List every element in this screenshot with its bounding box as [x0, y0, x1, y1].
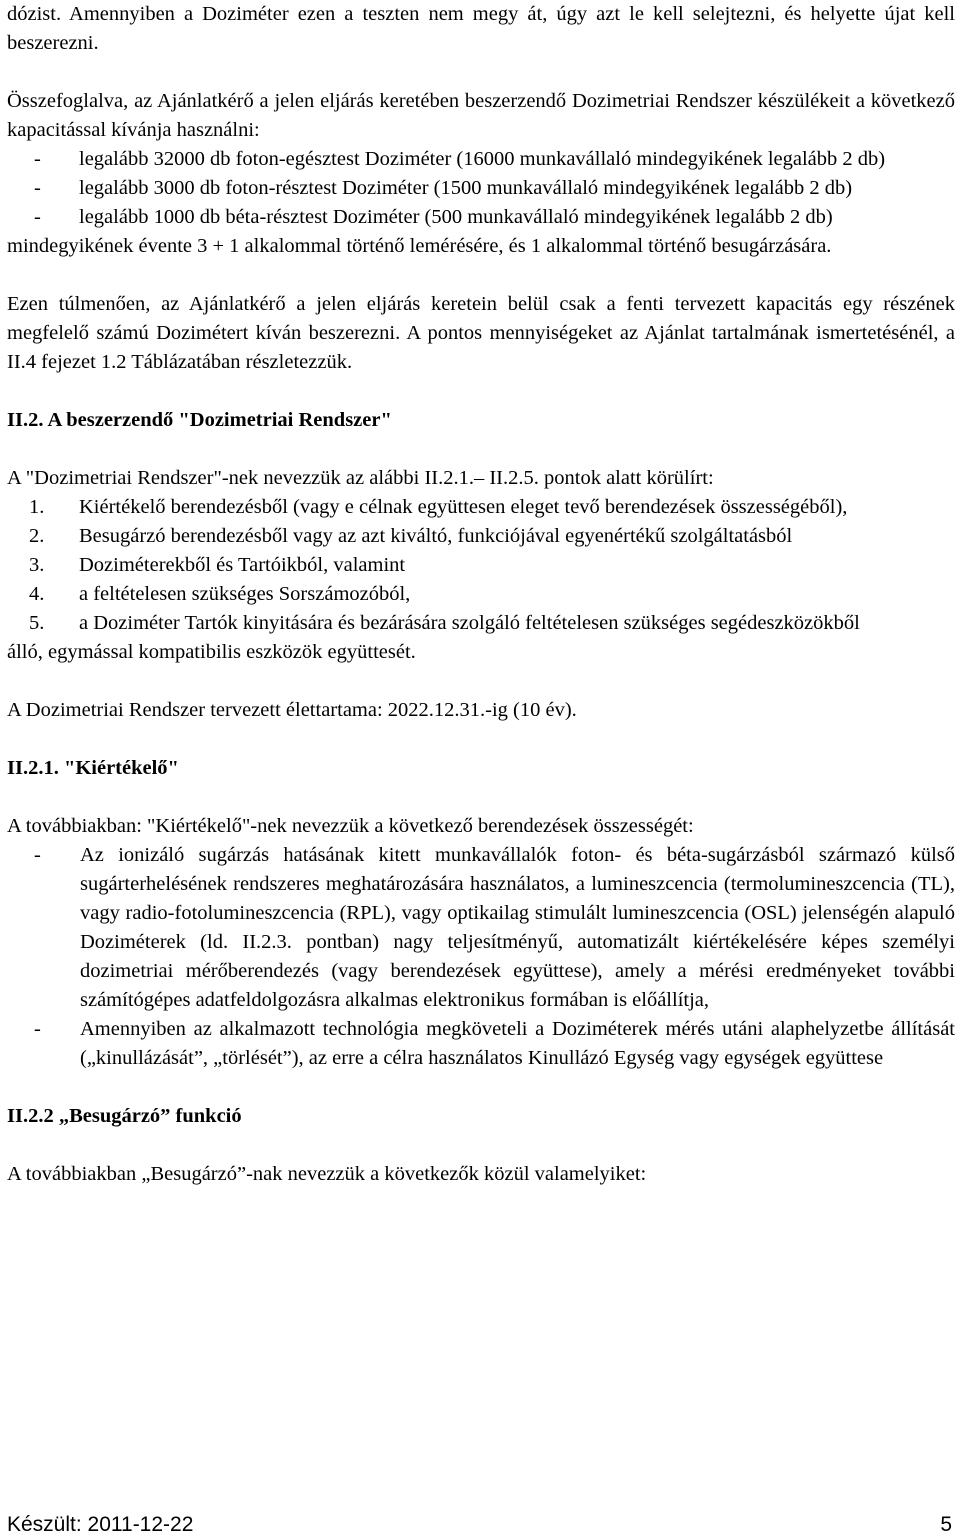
- list-item: [7, 841, 955, 1015]
- list-item-text: legalább 3000 db foton-résztest Doziméter (1500 munkavállaló mindegyikének legalább 2 db): [79, 177, 853, 199]
- system-outro-paragraph: álló, egymással kompatibilis eszközök együttesét.: [7, 641, 416, 663]
- summary-intro-paragraph: Összefoglalva, az Ajánlatkérő a jelen eljárás keretében beszerzendő Dozimetriai Rendszer készülékeit a következő kapacitással kívánja használni:: [7, 90, 955, 141]
- list-marker: -: [34, 148, 41, 170]
- list-item-text: legalább 1000 db béta-résztest Doziméter (500 munkavállaló mindegyikének legalább 2 db): [79, 206, 833, 228]
- footer-page-number: 5: [940, 1513, 952, 1536]
- list-item-text: a feltételesen szükséges Sorszámozóból,: [79, 583, 411, 605]
- intro-tail-paragraph: dózist. Amennyiben a Doziméter ezen a teszten nem megy át, úgy azt le kell selejtezni, és helyette újat kell beszerezni.: [7, 3, 955, 54]
- irradiator-intro-paragraph: A továbbiakban „Besugárzó”-nak nevezzük a következők közül valamelyiket:: [7, 1163, 647, 1185]
- system-intro-paragraph: A "Dozimetriai Rendszer"-nek nevezzük az alábbi II.2.1.– II.2.5. pontok alatt körülírt:: [7, 467, 714, 489]
- list-item: [7, 522, 955, 551]
- list-item: [7, 145, 955, 174]
- list-marker: 3.: [29, 554, 45, 576]
- list-marker: 5.: [29, 612, 45, 634]
- list-item: [7, 203, 955, 232]
- list-item-text: Besugárzó berendezésből vagy az azt kiváltó, funkciójával egyenértékű szolgáltatásból: [79, 525, 793, 547]
- system-components-list: [7, 493, 955, 638]
- list-marker: 1.: [29, 496, 45, 518]
- capacity-list: [7, 145, 955, 232]
- summary-outro-paragraph: mindegyikének évente 3 + 1 alkalommal történő lemérésére, és 1 alkalommal történő besugárzására.: [7, 235, 832, 257]
- list-marker: -: [34, 1018, 41, 1040]
- document-page: [7, 0, 955, 1189]
- list-item-text: legalább 32000 db foton-egésztest Doziméter (16000 munkavállaló mindegyikének legalább 2 db): [79, 148, 886, 170]
- list-item-text: Az ionizáló sugárzás hatásának kitett munkavállalók foton- és béta-sugárzásból származó külső sugárterhelésének rendszeres meghatározására használatos, a lumineszcencia (termolumineszcencia (TL), vagy radio-fotolumineszcencia (RPL), vagy optikailag stimulált lumineszcencia (OSL) jelenségén alapuló Doziméterek (ld. II.2.3. pontban) nagy teljesítményű, automatizált kiértékelésére képes személyi dozimetriai mérőberendezés (vagy berendezések együttese), amely a mérési eredményeket további számítógépes adatfeldolgozásra alkalmas elektronikus formában is előállítja,: [80, 844, 955, 1011]
- footer-created-date: Készült: 2011-12-22: [7, 1513, 194, 1536]
- section-heading-II21: II.2.1. "Kiértékelő": [7, 757, 179, 779]
- list-item: [7, 551, 955, 580]
- list-marker: -: [34, 844, 41, 866]
- list-marker: 4.: [29, 583, 45, 605]
- list-item-text: Amennyiben az alkalmazott technológia megköveteli a Doziméterek mérés utáni alaphelyzetbe állítását („kinullázását”, „törlését”), az erre a célra használatos Kinullázó Egység vagy egységek együttese: [80, 1018, 955, 1069]
- evaluator-list: [7, 841, 955, 1073]
- list-marker: -: [34, 177, 41, 199]
- list-item-text: a Doziméter Tartók kinyitására és bezárására szolgáló feltételesen szükséges segédeszközökből: [79, 612, 860, 634]
- lifetime-paragraph: A Dozimetriai Rendszer tervezett élettartama: 2022.12.31.-ig (10 év).: [7, 699, 577, 721]
- list-item: [7, 609, 955, 638]
- list-marker: -: [34, 206, 41, 228]
- list-item: [7, 1015, 955, 1073]
- list-marker: 2.: [29, 525, 45, 547]
- list-item: [7, 174, 955, 203]
- list-item: [7, 580, 955, 609]
- evaluator-intro-paragraph: A továbbiakban: "Kiértékelő"-nek nevezzük a következő berendezések összességét:: [7, 815, 694, 837]
- list-item-text: Doziméterekből és Tartóikból, valamint: [79, 554, 406, 576]
- section-heading-II2: II.2. A beszerzendő "Dozimetriai Rendszer": [7, 409, 392, 431]
- beyond-paragraph: Ezen túlmenően, az Ajánlatkérő a jelen eljárás keretein belül csak a fenti tervezett kapacitás egy részének megfelelő számú Dozimétert kíván beszerezni. A pontos mennyiségeket az Ajánlat tartalmának ismertetésénél, a II.4 fejezet 1.2 Táblázatában részletezzük.: [7, 293, 955, 373]
- list-item-text: Kiértékelő berendezésből (vagy e célnak együttesen eleget tevő berendezések összességéből),: [79, 496, 848, 518]
- section-heading-II22: II.2.2 „Besugárzó” funkció: [7, 1105, 242, 1127]
- list-item: [7, 493, 955, 522]
